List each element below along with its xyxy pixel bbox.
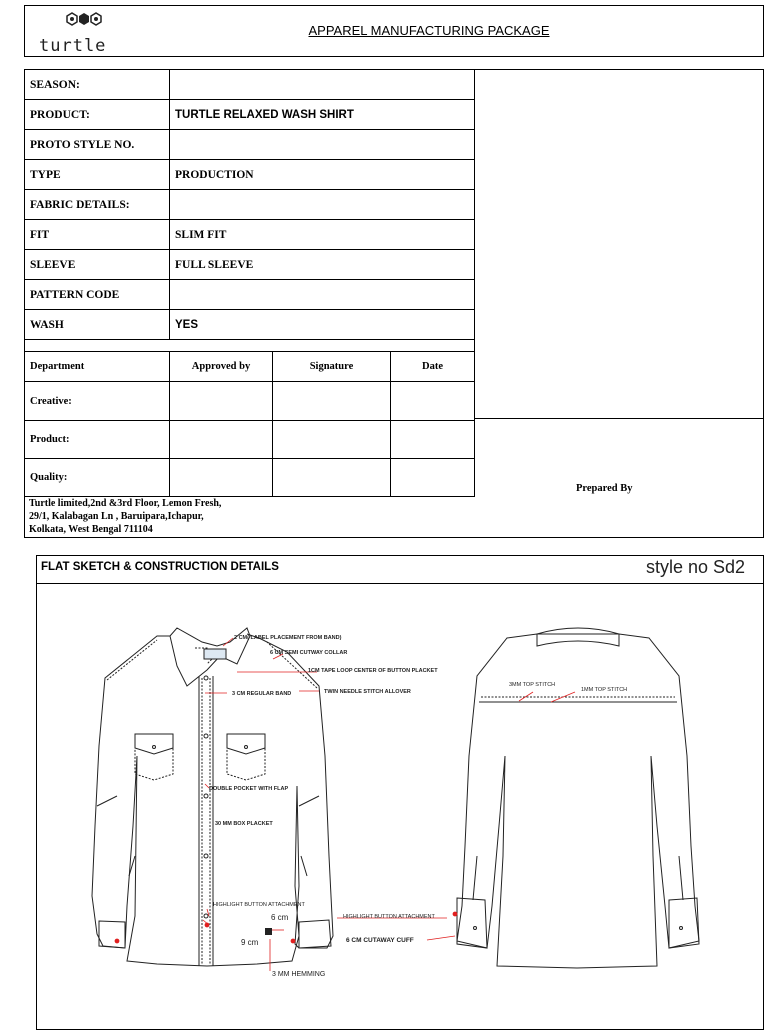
pocket-annotation: DOUBLE POCKET WITH FLAP: [209, 786, 289, 792]
flat-sketch-box: [36, 555, 764, 1030]
placket-annotation: 30 MM BOX PLACKET: [215, 821, 273, 827]
approval-row-creative: Creative:: [25, 382, 475, 421]
info-row-product: PRODUCT: TURTLE RELAXED WASH SHIRT: [25, 100, 475, 130]
approval-header-signature: Signature: [273, 352, 391, 382]
approval-header-approved: Approved by: [170, 352, 273, 382]
prepared-by-label: Prepared By: [576, 483, 633, 494]
sketch-title: FLAT SKETCH & CONSTRUCTION DETAILS: [41, 561, 279, 573]
approval-row-product: Product:: [25, 421, 475, 459]
band-annotation: 3 CM REGULAR BAND: [232, 691, 292, 697]
header-box: [24, 5, 764, 57]
approval-header-department: Department: [25, 352, 170, 382]
top-stitch-3mm-annotation: 3MM TOP STITCH: [509, 682, 556, 688]
hemming-annotation: 3 MM HEMMING: [272, 971, 326, 978]
button-marker: [265, 928, 272, 935]
info-table: [24, 69, 475, 340]
divider: [474, 418, 764, 419]
cuff-annotation: 6 CM CUTAWAY CUFF: [346, 937, 414, 944]
collar-annotation: 6 CM SEMI CUTWAY COLLAR: [270, 650, 348, 656]
dimension-6cm: 6 cm: [271, 913, 289, 922]
logo-text: turtle: [39, 36, 107, 56]
shirt-sketch: [37, 556, 765, 1031]
info-row-fit: FIT SLIM FIT: [25, 220, 475, 250]
twin-needle-annotation: TWIN NEEDLE STITCH ALLOVER: [324, 689, 411, 695]
back-shirt-icon: [457, 628, 699, 968]
info-row-pattern: PATTERN CODE: [25, 280, 475, 310]
company-address: Turtle limited,2nd &3rd Floor, Lemon Fresh, 29/1, Kalabagan Ln , Baruipara,Ichapur, Kolkata, West Bengal 711104: [29, 498, 222, 535]
label-placement-annotation: 2 CM( LABEL PLACEMENT FROM BAND): [234, 635, 342, 641]
approval-table: [24, 351, 475, 497]
info-row-type: TYPE PRODUCTION: [25, 160, 475, 190]
style-number: style no Sd2: [645, 557, 745, 577]
approval-row-quality: Quality:: [25, 459, 475, 497]
info-row-season: SEASON:: [25, 70, 475, 100]
tape-loop-annotation: 1CM TAPE LOOP CENTER OF BUTTON PLACKET: [308, 668, 438, 674]
info-row-proto-style: PROTO STYLE NO.: [25, 130, 475, 160]
approval-header-date: Date: [391, 352, 475, 382]
page-title: APPAREL MANUFACTURING PACKAGE: [308, 23, 550, 38]
dimension-9cm: 9 cm: [241, 938, 259, 947]
info-row-sleeve: SLEEVE FULL SLEEVE: [25, 250, 475, 280]
front-shirt-icon: [92, 628, 333, 966]
button-front-annotation: HIGHLIGHT BUTTON ATTACHMENT: [213, 902, 305, 908]
info-row-fabric: FABRIC DETAILS:: [25, 190, 475, 220]
button-back-annotation: HIGHLIGHT BUTTON ATTACHMENT: [343, 914, 435, 920]
info-row-wash: WASH YES: [25, 310, 475, 340]
image-placeholder-area: [474, 69, 765, 418]
top-stitch-1mm-annotation: 1MM TOP STITCH: [581, 687, 628, 693]
approval-header-row: [25, 352, 475, 382]
